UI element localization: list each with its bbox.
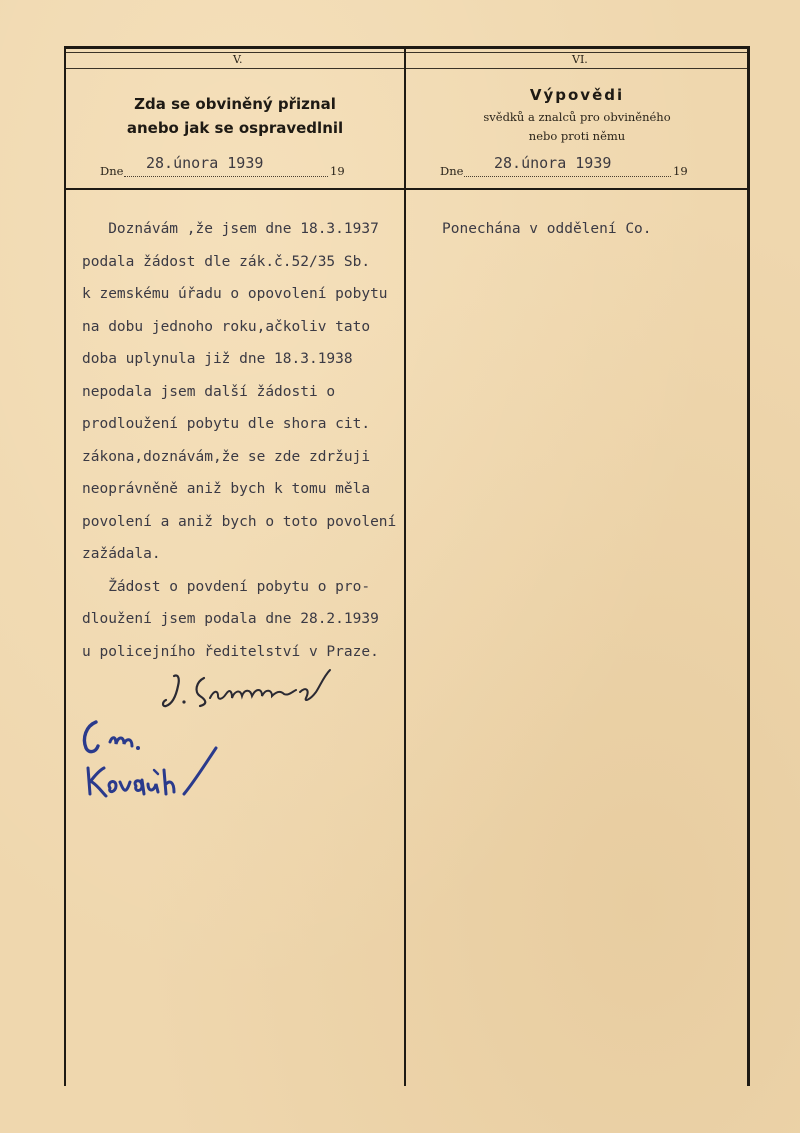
column-vi-date-label: Dne — [440, 164, 464, 178]
statement-line: k zemskému úřadu o opovolení pobytu — [82, 286, 388, 302]
handwritten-officer-signature-icon — [76, 712, 236, 812]
statement-line: prodloužení pobytu dle shora cit. — [82, 416, 371, 432]
statement-line: zažádala. — [82, 546, 161, 562]
column-v-date-line — [124, 176, 328, 177]
column-vi-statement: Ponechána v oddělení Co. — [442, 221, 652, 237]
table-right-border — [747, 46, 750, 1086]
column-v-date-label: Dne — [100, 164, 124, 178]
column-number-divider — [64, 68, 750, 69]
statement-line: podala žádost dle zák.č.52/35 Sb. — [82, 253, 371, 270]
table-left-border — [64, 46, 66, 1086]
handwritten-signature-icon — [160, 662, 350, 712]
column-number-v: V. — [233, 53, 243, 66]
statement-line: nepodala jsem další žádosti o — [82, 383, 336, 400]
statement-line: na dobu jednoho roku,ačkoliv tato — [82, 318, 371, 335]
statement-line: u policejního ředitelství v Praze. — [82, 643, 379, 660]
column-v-heading-line1: Zda se obviněný přiznal — [134, 95, 336, 113]
header-bottom-border — [64, 188, 750, 190]
column-v-year-prefix: 19 — [330, 164, 345, 178]
column-vi-date-line — [464, 176, 671, 177]
statement-line: Doznávám ,že jsem dne 18.3.1937 — [82, 221, 379, 237]
column-v-heading — [70, 92, 400, 140]
statement-line: dloužení jsem podala dne 28.2.1939 — [82, 611, 379, 627]
statement-line: Žádost o povdení pobytu o pro- — [82, 578, 371, 595]
column-vi-subheading — [410, 108, 744, 146]
column-vi-heading: Výpovědi — [529, 86, 625, 104]
table-top-border — [64, 46, 750, 49]
statement-line: neoprávněně aniž bych k tomu měla — [82, 481, 371, 497]
column-vi-year-prefix: 19 — [673, 164, 688, 178]
table-top-inner-border — [64, 52, 750, 53]
statement-line: zákona,doznávám,že se zde zdržuji — [82, 448, 371, 465]
column-v-date-value: 28.února 1939 — [146, 154, 264, 172]
statement-line: povolení a aniž bych o toto povolení — [82, 513, 397, 530]
column-number-vi: VI. — [572, 53, 588, 66]
column-v-heading-line2: anebo jak se ospravedlnil — [126, 119, 344, 137]
statement-line: doba uplynula již dne 18.3.1938 — [82, 351, 353, 367]
column-vi-subheading-line1: svědků a znalců pro obviněného — [483, 110, 671, 124]
column-vi-subheading-line2: nebo proti němu — [528, 129, 626, 143]
column-vi-date-value: 28.února 1939 — [494, 154, 612, 172]
column-v-statement — [82, 218, 442, 673]
